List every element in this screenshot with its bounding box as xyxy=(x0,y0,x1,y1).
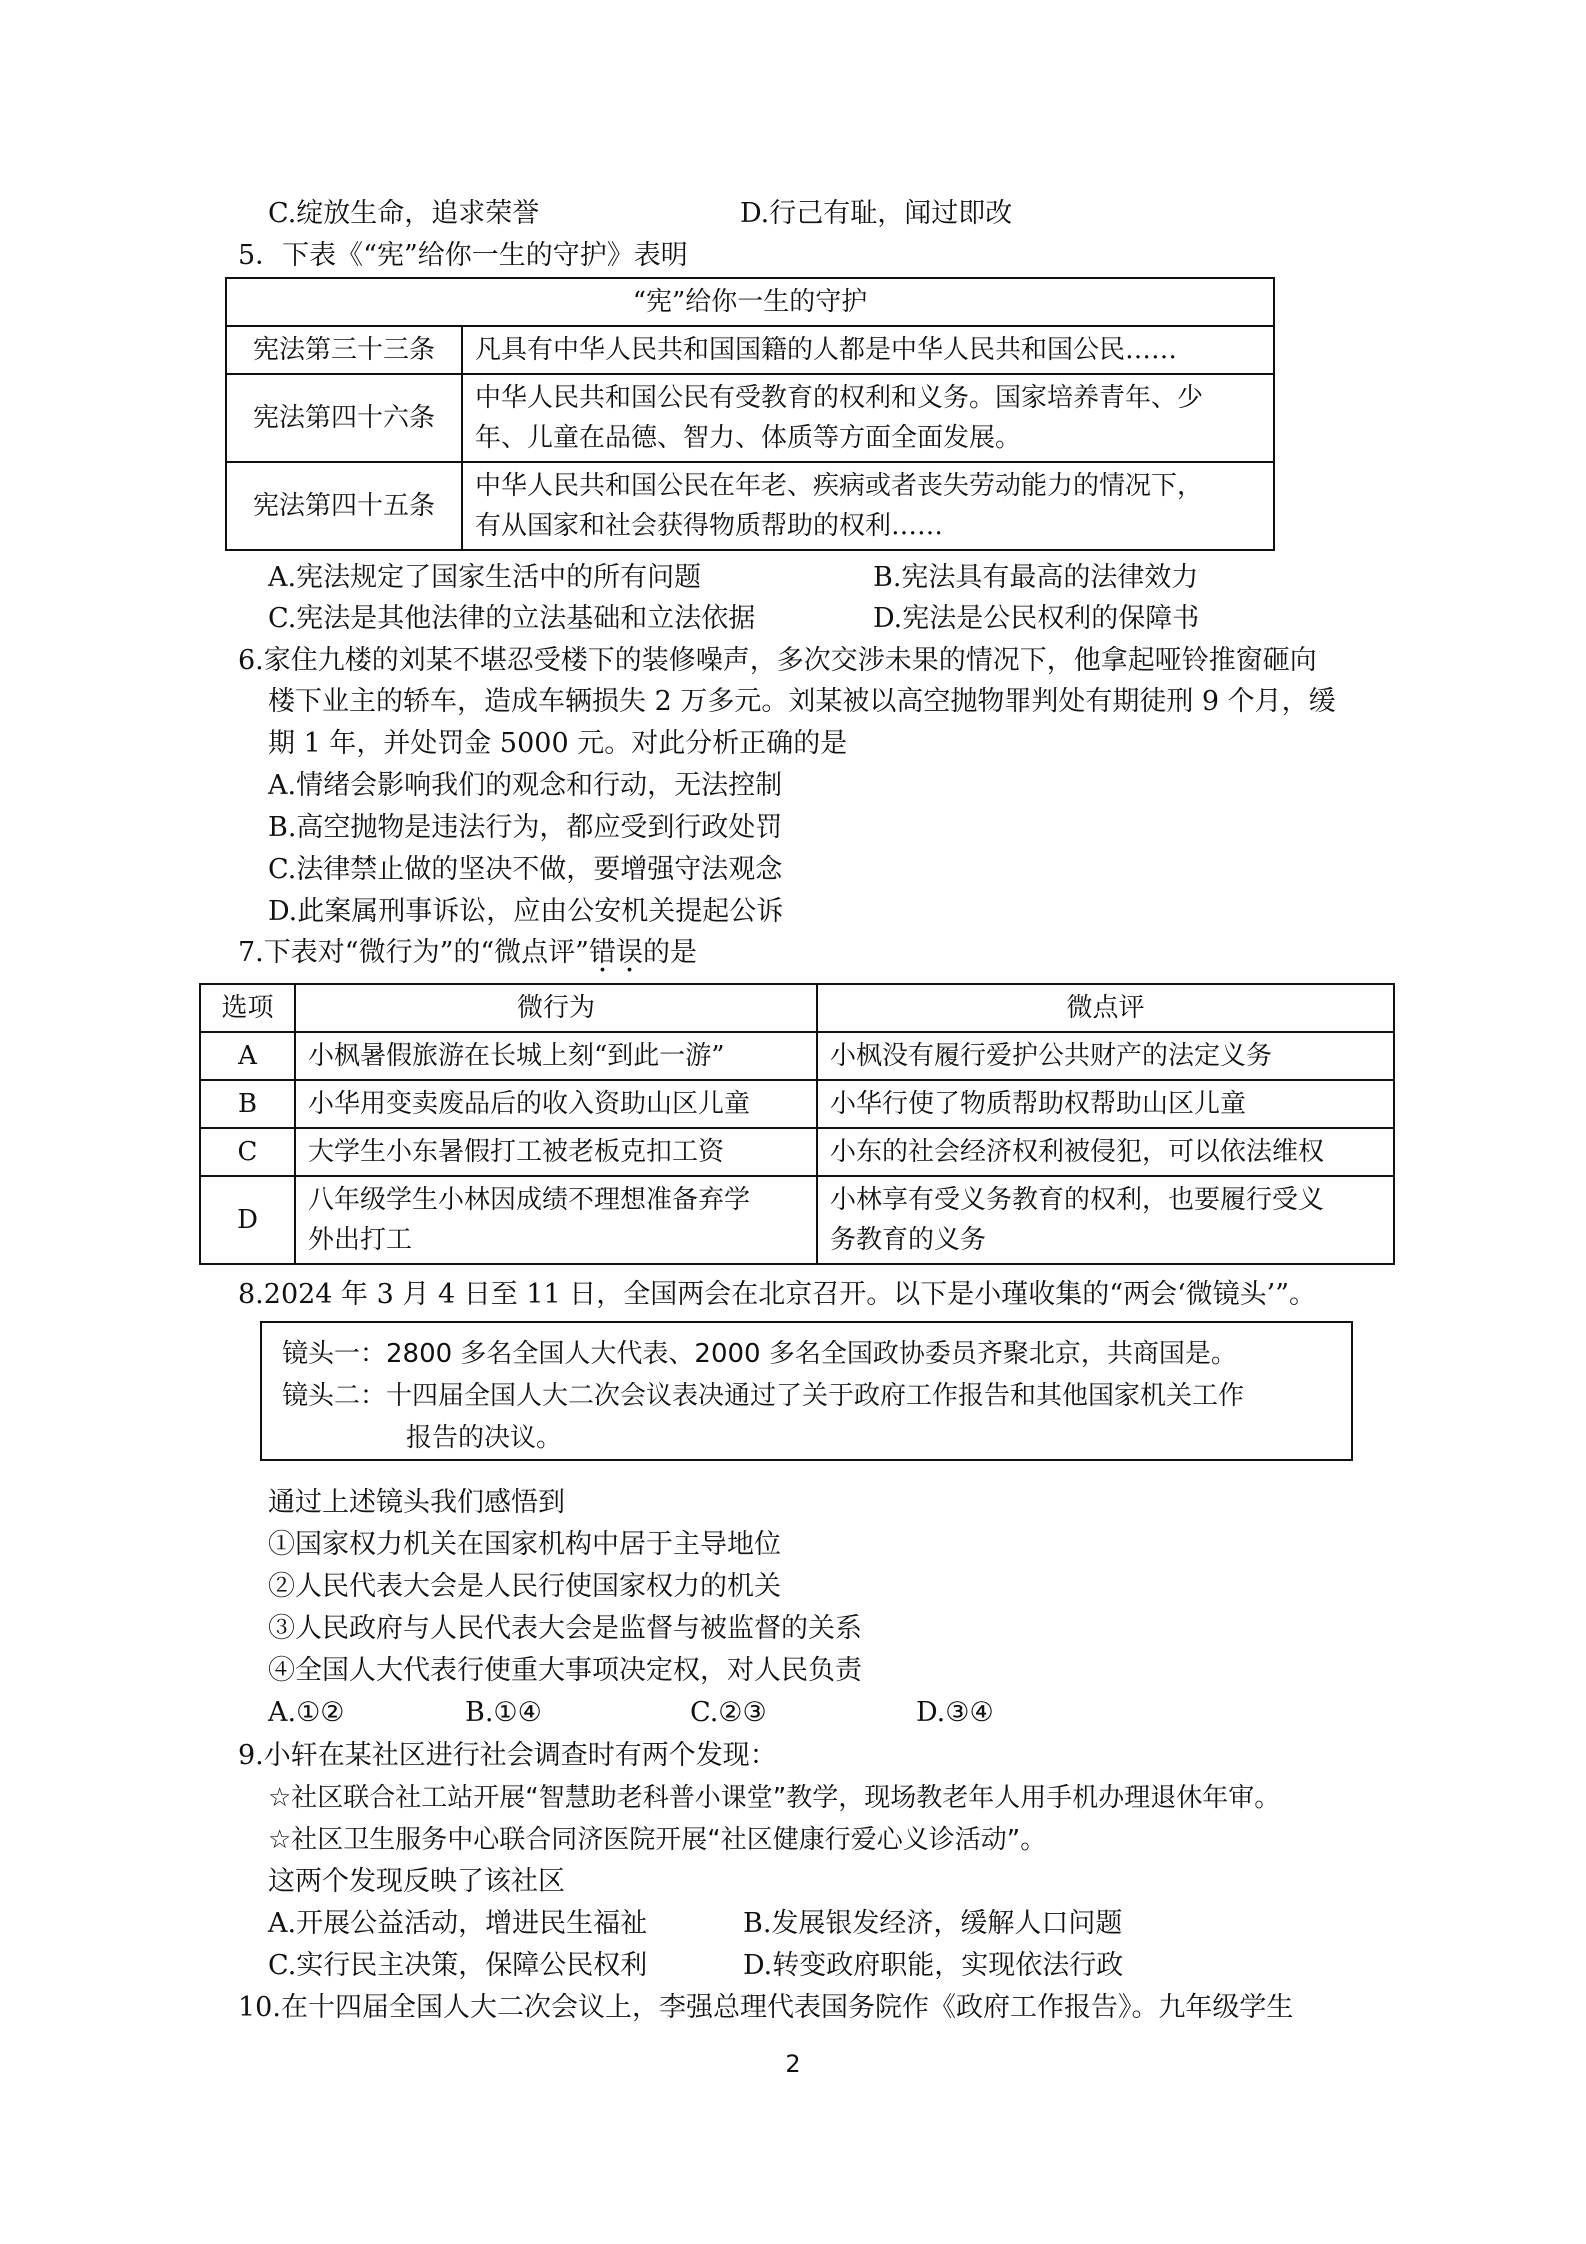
q8-stem: 8.2024 年 3 月 4 日至 11 日，全国两会在北京召开。以下是小瑾收集的“两会‘微镜头’”。 xyxy=(238,1279,1317,1310)
table-header-row xyxy=(200,984,1394,1032)
text-line: 中华人民共和国公民有受教育的权利和义务。国家培养青年、少 xyxy=(475,383,1204,413)
q7-option-label: B xyxy=(200,1080,295,1128)
q8-lens-box xyxy=(260,1321,1353,1461)
q8-item: ①国家权力机关在国家机构中居于主导地位 xyxy=(268,1529,781,1560)
table-row xyxy=(200,1080,1394,1128)
q8-option-d: D.③④ xyxy=(916,1697,994,1728)
q8-item: ④全国人大代表行使重大事项决定权，对人民负责 xyxy=(268,1655,862,1686)
q8-lens-2: 镜头二：十四届全国人大二次会议表决通过了关于政府工作报告和其他国家机关工作 xyxy=(282,1381,1245,1411)
q5-option-b: B.宪法具有最高的法律效力 xyxy=(873,562,1199,593)
page-number: 2 xyxy=(785,2050,801,2078)
q7-emphasis-char: 误 xyxy=(615,937,643,968)
q7-option-label: D xyxy=(200,1176,295,1264)
q5-table-title: “宪”给你一生的守护 xyxy=(226,278,1274,326)
q8-option-b: B.①④ xyxy=(465,1697,542,1728)
table-row xyxy=(226,462,1274,550)
q6-option-c: C.法律禁止做的坚决不做，要增强守法观念 xyxy=(268,854,783,885)
q6-option-b: B.高空抛物是违法行为，都应受到行政处罚 xyxy=(268,812,783,843)
q7-option-label: A xyxy=(200,1032,295,1080)
q5-article: 宪法第四十六条 xyxy=(226,374,462,462)
text-line: 务教育的义务 xyxy=(830,1225,987,1255)
q7-behavior: 小华用变卖废品后的收入资助山区儿童 xyxy=(295,1080,817,1128)
q8-item: ③人民政府与人民代表大会是监督与被监督的关系 xyxy=(268,1613,862,1644)
table-row xyxy=(226,374,1274,462)
q4-option-d: D.行己有耻，闻过即改 xyxy=(740,198,1013,229)
q6-option-d: D.此案属刑事诉讼，应由公安机关提起公诉 xyxy=(268,896,784,927)
q5-article-text xyxy=(462,374,1274,462)
q8-lead: 通过上述镜头我们感悟到 xyxy=(268,1487,565,1518)
q5-article: 宪法第四十五条 xyxy=(226,462,462,550)
q7-comment: 小华行使了物质帮助权帮助山区儿童 xyxy=(817,1080,1394,1128)
text-line: 有从国家和社会获得物质帮助的权利…… xyxy=(475,511,944,541)
q7-stem xyxy=(238,933,697,973)
text-line: 外出打工 xyxy=(308,1225,413,1255)
q9-finding-1: ☆社区联合社工站开展“智慧助老科普小课堂”教学，现场教老年人用手机办理退休年审。 xyxy=(268,1783,1281,1813)
q9-stem: 9.小轩在某社区进行社会调查时有两个发现： xyxy=(238,1740,777,1771)
text-line: 中华人民共和国公民在年老、疾病或者丧失劳动能力的情况下， xyxy=(475,471,1204,501)
q7-behavior: 大学生小东暑假打工被老板克扣工资 xyxy=(295,1128,817,1176)
q9-option-a: A.开展公益活动，增进民生福祉 xyxy=(268,1908,648,1939)
q7-stem-text: 7.下表对“微行为”的“微点评” xyxy=(238,937,589,968)
q9-option-b: B.发展银发经济，缓解人口问题 xyxy=(743,1908,1123,1939)
q6-option-a: A.情绪会影响我们的观念和行动，无法控制 xyxy=(268,770,783,801)
q5-option-c: C.宪法是其他法律的立法基础和立法依据 xyxy=(268,603,756,634)
column-header: 微行为 xyxy=(295,984,817,1032)
q9-lead: 这两个发现反映了该社区 xyxy=(268,1866,565,1897)
q5-option-a: A.宪法规定了国家生活中的所有问题 xyxy=(268,562,702,593)
q7-stem-text: 的是 xyxy=(642,937,697,968)
q8-item: ②人民代表大会是人民行使国家权力的机关 xyxy=(268,1571,781,1602)
q7-option-label: C xyxy=(200,1128,295,1176)
q5-stem: 5．下表《“宪”给你一生的守护》表明 xyxy=(238,240,688,271)
q6-stem-line: 楼下业主的轿车，造成车辆损失 2 万多元。刘某被以高空抛物罪判处有期徒刑 9 个月，缓 xyxy=(268,686,1336,717)
q5-option-d: D.宪法是公民权利的保障书 xyxy=(873,603,1200,634)
q8-option-a: A.①② xyxy=(268,1697,345,1728)
q5-constitution-table xyxy=(225,277,1275,551)
q8-lens-2-cont: 报告的决议。 xyxy=(406,1423,563,1453)
q7-emphasis-char: 错 xyxy=(588,937,616,968)
text-line: 小林享有受义务教育的权利，也要履行受义 xyxy=(830,1185,1325,1215)
table-row xyxy=(200,1176,1394,1264)
q9-option-d: D.转变政府职能，实现依法行政 xyxy=(743,1950,1124,1981)
table-row xyxy=(200,1128,1394,1176)
column-header: 微点评 xyxy=(817,984,1394,1032)
column-header: 选项 xyxy=(200,984,295,1032)
q5-article-text: 凡具有中华人民共和国国籍的人都是中华人民共和国公民…… xyxy=(462,326,1274,374)
q7-behavior: 小枫暑假旅游在长城上刻“到此一游” xyxy=(295,1032,817,1080)
table-row xyxy=(226,326,1274,374)
q6-stem-line: 6.家住九楼的刘某不堪忍受楼下的装修噪声，多次交涉未果的情况下，他拿起哑铃推窗砸向 xyxy=(238,645,1317,676)
q9-finding-2: ☆社区卫生服务中心联合同济医院开展“社区健康行爱心义诊活动”。 xyxy=(268,1825,1047,1855)
q7-table xyxy=(199,983,1395,1265)
q7-behavior xyxy=(295,1176,817,1264)
text-line: 八年级学生小林因成绩不理想准备弃学 xyxy=(308,1185,751,1215)
text-line: 年、儿童在品德、智力、体质等方面全面发展。 xyxy=(475,423,1022,453)
q7-comment xyxy=(817,1176,1394,1264)
q5-article-text xyxy=(462,462,1274,550)
q8-option-c: C.②③ xyxy=(690,1697,767,1728)
table-row xyxy=(200,1032,1394,1080)
q8-lens-1: 镜头一：2800 多名全国人大代表、2000 多名全国政协委员齐聚北京，共商国是。 xyxy=(282,1339,1237,1369)
q7-comment: 小枫没有履行爱护公共财产的法定义务 xyxy=(817,1032,1394,1080)
q5-article: 宪法第三十三条 xyxy=(226,326,462,374)
q4-option-c: C.绽放生命，追求荣誉 xyxy=(268,198,540,229)
q9-option-c: C.实行民主决策，保障公民权利 xyxy=(268,1950,648,1981)
q7-comment: 小东的社会经济权利被侵犯，可以依法维权 xyxy=(817,1128,1394,1176)
q10-stem: 10.在十四届全国人大二次会议上，李强总理代表国务院作《政府工作报告》。九年级学生 xyxy=(238,1992,1294,2023)
q6-stem-line: 期 1 年，并处罚金 5000 元。对此分析正确的是 xyxy=(268,728,848,759)
